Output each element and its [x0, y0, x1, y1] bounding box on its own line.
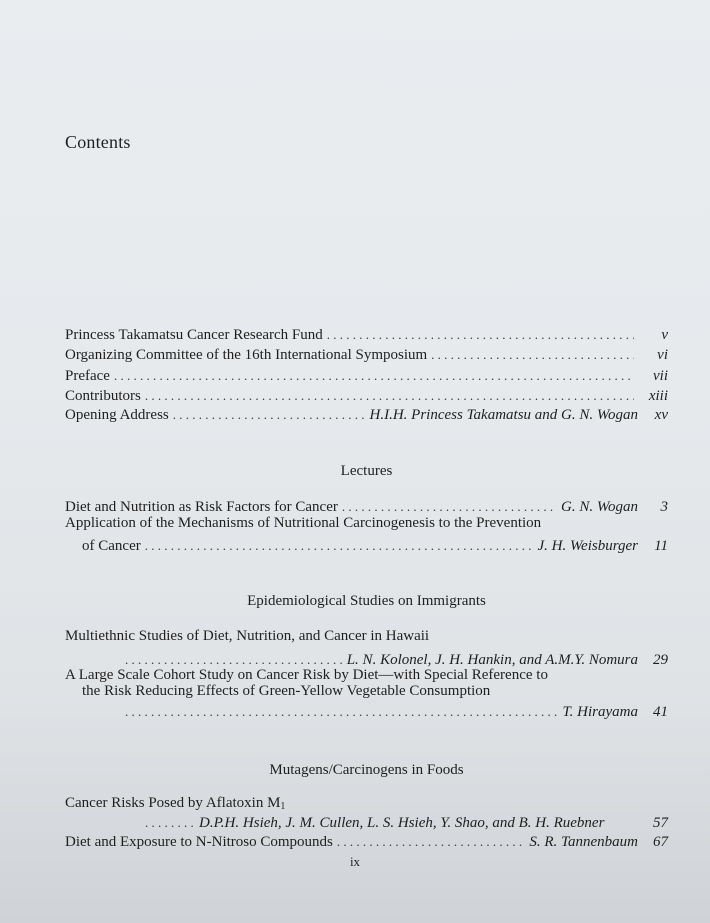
- toc-entry[interactable]: [65, 386, 668, 406]
- toc-entry-title-cont: of Cancer: [82, 538, 141, 554]
- toc-entry-page: 29: [653, 652, 668, 668]
- toc-entry-page: xiii: [648, 388, 668, 404]
- toc-entry-page: vii: [653, 368, 668, 384]
- toc-entry-title-cont: the Risk Reducing Effects of Green-Yellow Vegetable Consumption: [82, 683, 491, 699]
- toc-entry[interactable]: [65, 366, 668, 386]
- leader-dots: [337, 832, 525, 851]
- toc-entry-title: Application of the Mechanisms of Nutritional Carcinogenesis to the Prevention: [65, 515, 542, 531]
- toc-entry-line1[interactable]: [65, 514, 668, 533]
- toc-entry-line3[interactable]: [65, 702, 668, 722]
- leader-dots: [125, 702, 558, 721]
- section-heading-mutagens: Mutagens/Carcinogens in Foods: [269, 762, 464, 778]
- leader-dots: [327, 325, 634, 344]
- section-heading-lectures: Lectures: [340, 463, 393, 479]
- leader-dots: [145, 813, 197, 832]
- toc-entry-page: 57: [653, 815, 668, 831]
- toc-entry-author: G. N. Wogan: [561, 499, 638, 515]
- toc-entry-title: Opening Address: [65, 407, 169, 423]
- toc-entry-title: Princess Takamatsu Cancer Research Fund: [65, 327, 323, 343]
- page-title: Contents: [65, 132, 131, 152]
- toc-entry-author: J. H. Weisburger: [537, 538, 638, 554]
- toc-entry-line2[interactable]: [65, 682, 668, 701]
- toc-entry-author: H.I.H. Princess Takamatsu and G. N. Wogan: [369, 407, 638, 423]
- toc-entry-author: T. Hirayama: [562, 704, 638, 720]
- toc-entry-page: 41: [653, 704, 668, 720]
- toc-entry-page: v: [661, 327, 668, 343]
- leader-dots: [431, 345, 634, 364]
- toc-entry[interactable]: [65, 325, 668, 345]
- toc-entry-line2[interactable]: [65, 813, 668, 833]
- toc-entry[interactable]: [65, 405, 668, 425]
- toc-entry-author: L. N. Kolonel, J. H. Hankin, and A.M.Y. Nomura: [346, 652, 638, 668]
- toc-entry-page: vi: [657, 347, 668, 363]
- subscript: 1: [280, 801, 286, 812]
- toc-entry[interactable]: [65, 345, 668, 365]
- leader-dots: [145, 386, 634, 405]
- toc-entry-title: Diet and Nutrition as Risk Factors for Cancer: [65, 499, 338, 515]
- toc-entry-title: Organizing Committee of the 16th International Symposium: [65, 347, 428, 363]
- leader-dots: [114, 366, 634, 385]
- toc-entry-page: 3: [660, 499, 668, 515]
- toc-entry-title-text: Cancer Risks Posed by Aflatoxin M: [65, 795, 281, 811]
- leader-dots: [145, 536, 534, 555]
- toc-entry-line2[interactable]: [65, 536, 668, 556]
- toc-entry-title: Contributors: [65, 388, 141, 404]
- leader-dots: [173, 405, 366, 424]
- toc-entry-title: A Large Scale Cohort Study on Cancer Risk by Diet—with Special Reference to: [65, 667, 548, 683]
- toc-entry-page: 11: [654, 538, 668, 554]
- toc-entry-author: S. R. Tannenbaum: [529, 834, 638, 850]
- toc-entry-line1[interactable]: [65, 627, 668, 646]
- toc-entry-author: D.P.H. Hsieh, J. M. Cullen, L. S. Hsieh, Y. Shao, and B. H. Ruebner: [199, 815, 605, 831]
- toc-entry[interactable]: [65, 832, 668, 852]
- toc-entry-page: xv: [654, 407, 668, 423]
- page-number: ix: [349, 854, 361, 869]
- toc-entry-title: Preface: [65, 368, 110, 384]
- section-heading-epidemiological: Epidemiological Studies on Immigrants: [247, 593, 486, 609]
- toc-entry-title: Diet and Exposure to N-Nitroso Compounds: [65, 834, 333, 850]
- toc-entry-title: Multiethnic Studies of Diet, Nutrition, and Cancer in Hawaii: [65, 628, 430, 644]
- toc-entry-page: 67: [653, 834, 668, 850]
